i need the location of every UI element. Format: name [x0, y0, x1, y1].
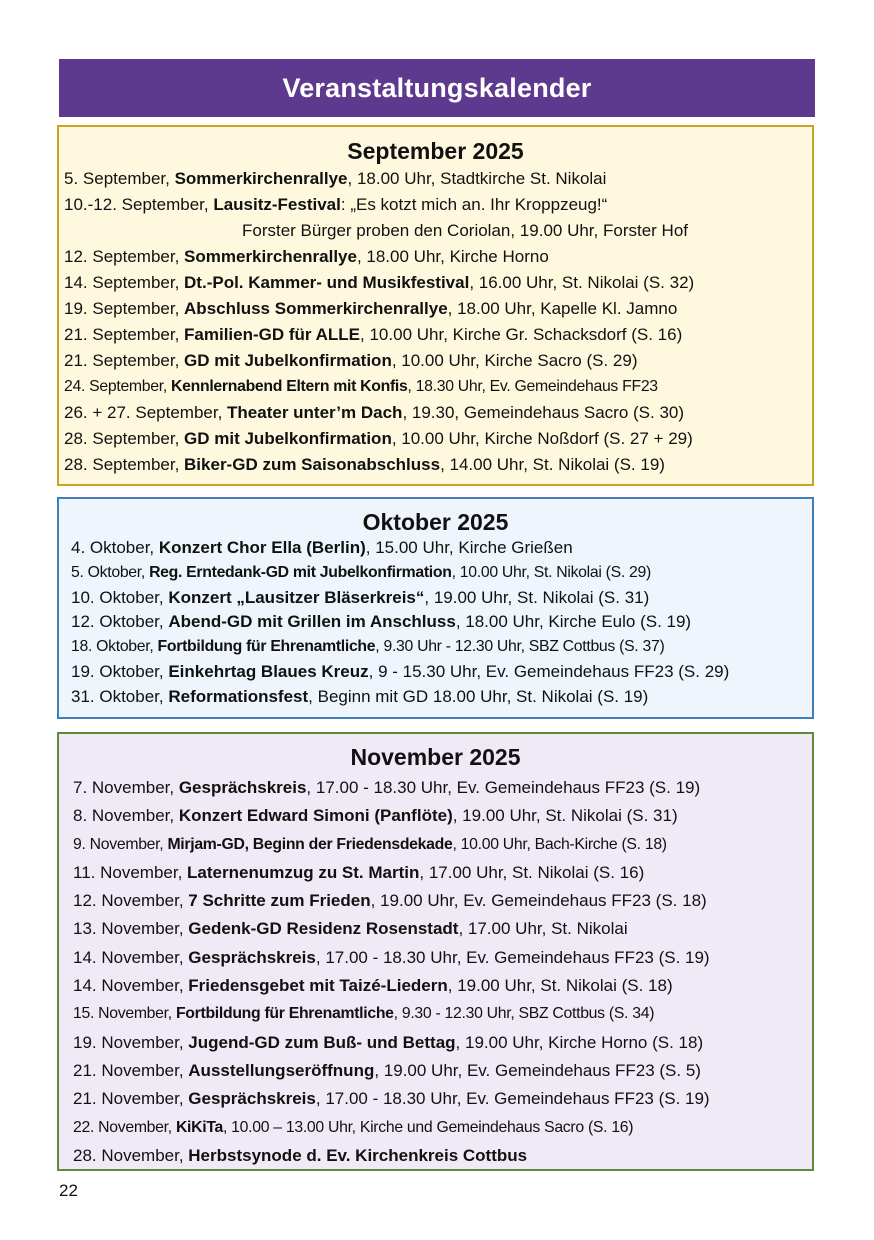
event-date: 19. September, [64, 299, 185, 318]
event-item [71, 610, 812, 635]
event-item [73, 887, 812, 915]
event-date: 15. November, [73, 1005, 176, 1023]
event-name: GD mit Jubelkonfirmation [184, 351, 392, 370]
event-details: , 10.00 – 13.00 Uhr, Kirche und Gemeindehaus Sacro (S. 16) [223, 1118, 634, 1136]
event-item [73, 1142, 812, 1170]
event-name: Fortbildung für Ehrenamtliche [157, 638, 376, 656]
event-name: Abend-GD mit Grillen im Anschluss [168, 612, 456, 632]
event-name: Friedensgebet mit Taizé-Liedern [188, 976, 448, 996]
event-name: Gedenk-GD Residenz Rosenstadt [188, 919, 459, 939]
event-details: Forster Bürger proben den Coriolan, 19.00 Uhr, Forster Hof [242, 221, 688, 240]
event-item [64, 374, 812, 400]
event-details: , 10.00 Uhr, Kirche Sacro (S. 29) [391, 351, 638, 370]
event-details: , 18.00 Uhr, Stadtkirche St. Nikolai [347, 169, 607, 188]
event-details: , 19.30, Gemeindehaus Sacro (S. 30) [402, 403, 685, 422]
event-item [73, 972, 812, 1000]
event-date: 21. November, [73, 1089, 189, 1109]
event-item [64, 244, 812, 270]
event-name: GD mit Jubelkonfirmation [184, 429, 392, 448]
event-details: , 18.00 Uhr, Kirche Eulo (S. 19) [455, 612, 692, 632]
event-details: , 18.00 Uhr, Kapelle Kl. Jamno [447, 299, 678, 318]
event-item [64, 296, 812, 322]
event-name: Fortbildung für Ehrenamtliche [175, 1005, 394, 1023]
event-item [71, 660, 812, 685]
event-name: Einkehrtag Blaues Kreuz [168, 661, 369, 681]
event-item [73, 774, 812, 802]
event-date: 18. Oktober, [71, 638, 158, 656]
event-name: Biker-GD zum Saisonabschluss [184, 455, 441, 474]
section-oktober [57, 497, 814, 719]
event-name: Gesprächskreis [188, 947, 316, 967]
event-name: Theater unter’m Dach [227, 403, 403, 422]
event-name: Jugend-GD zum Buß- und Bettag [188, 1032, 456, 1052]
event-name: Gesprächskreis [188, 1089, 316, 1109]
event-date: 4. Oktober, [71, 538, 159, 557]
event-details: , 17.00 - 18.30 Uhr, Ev. Gemeindehaus FF23 (S. 19) [306, 778, 701, 797]
event-details: , 14.00 Uhr, St. Nikolai (S. 19) [440, 455, 665, 474]
event-details: , 18.00 Uhr, Kirche Horno [356, 247, 549, 266]
event-details: , 17.00 Uhr, St. Nikolai [458, 919, 628, 939]
event-item [73, 1057, 812, 1085]
event-details: , Beginn mit GD 18.00 Uhr, St. Nikolai (S. 19) [308, 686, 649, 706]
event-item [73, 802, 812, 830]
section-september [57, 125, 814, 486]
event-date: 21. September, [64, 351, 185, 370]
event-name: Konzert „Lausitzer Bläserkreis“ [168, 587, 425, 607]
event-details: , 17.00 Uhr, St. Nikolai (S. 16) [419, 862, 645, 882]
event-item [73, 1000, 812, 1028]
event-item [73, 1085, 812, 1113]
event-name: 7 Schritte zum Frieden [188, 891, 371, 911]
event-name: Sommerkirchenrallye [174, 169, 348, 188]
event-item [71, 685, 812, 710]
event-item [64, 192, 812, 218]
event-date: 31. Oktober, [71, 686, 169, 706]
event-date: 19. Oktober, [71, 661, 169, 681]
event-date: 5. Oktober, [71, 563, 150, 581]
section-heading: November 2025 [350, 744, 521, 770]
event-name: Konzert Edward Simoni (Panflöte) [178, 806, 453, 826]
event-date: 26. + 27. September, [64, 403, 228, 422]
event-date: 7. November, [73, 778, 179, 797]
event-name: KiKiTa [175, 1118, 223, 1136]
event-date: 12. September, [64, 247, 185, 266]
event-date: 12. Oktober, [71, 612, 169, 632]
event-continuation [64, 218, 812, 244]
event-item [73, 915, 812, 943]
event-date: 14. November, [73, 947, 189, 967]
event-name: Mirjam-GD, Beginn der Friedensdekade [167, 835, 453, 853]
event-list [59, 166, 812, 478]
event-name: Reformationsfest [168, 686, 309, 706]
event-item [64, 348, 812, 374]
event-name: Dt.-Pol. Kammer- und Musikfestival [184, 273, 470, 292]
event-date: 10.-12. September, [64, 195, 214, 214]
event-details: , 9.30 Uhr - 12.30 Uhr, SBZ Cottbus (S. 37) [375, 638, 665, 656]
event-details: , 16.00 Uhr, St. Nikolai (S. 32) [469, 273, 695, 292]
event-details: , 10.00 Uhr, St. Nikolai (S. 29) [451, 563, 651, 581]
event-name: Laternenumzug zu St. Martin [187, 862, 420, 882]
event-date: 14. November, [73, 976, 189, 996]
page-title: Veranstaltungskalender [59, 59, 815, 117]
event-name: Gesprächskreis [178, 778, 307, 797]
event-date: 28. September, [64, 429, 185, 448]
section-heading: September 2025 [347, 138, 524, 164]
event-item [71, 561, 812, 586]
event-date: 13. November, [73, 919, 189, 939]
event-item [73, 1029, 812, 1057]
event-name: Familien-GD für ALLE [184, 325, 361, 344]
event-details: , 10.00 Uhr, Bach-Kirche (S. 18) [452, 835, 667, 853]
event-item [64, 166, 812, 192]
event-date: 22. November, [73, 1118, 176, 1136]
event-name: Sommerkirchenrallye [184, 247, 357, 266]
event-item [71, 536, 812, 561]
event-item [73, 859, 812, 887]
event-item [64, 400, 812, 426]
event-details: , 15.00 Uhr, Kirche Grießen [365, 538, 573, 557]
event-details: , 10.00 Uhr, Kirche Gr. Schacksdorf (S. 16) [360, 325, 683, 344]
event-date: 28. November, [73, 1145, 189, 1165]
event-date: 11. November, [73, 862, 188, 882]
event-date: 28. September, [64, 455, 185, 474]
event-details: , 19.00 Uhr, St. Nikolai (S. 31) [424, 587, 650, 607]
event-item [64, 452, 812, 478]
section-november [57, 732, 814, 1171]
event-details: , 9.30 - 12.30 Uhr, SBZ Cottbus (S. 34) [393, 1005, 655, 1023]
event-name: Konzert Chor Ella (Berlin) [158, 538, 366, 557]
event-item [64, 270, 812, 296]
event-item [64, 322, 812, 348]
event-name: Ausstellungseröffnung [188, 1060, 375, 1080]
event-details: , 19.00 Uhr, St. Nikolai (S. 18) [447, 976, 673, 996]
event-item [73, 1114, 812, 1142]
event-date: 8. November, [73, 806, 179, 826]
event-date: 5. September, [64, 169, 175, 188]
event-details: : „Es kotzt mich an. Ihr Kroppzeug!“ [340, 195, 608, 214]
event-name: Abschluss Sommerkirchenrallye [184, 299, 448, 318]
event-item [73, 831, 812, 859]
event-date: 19. November, [73, 1032, 189, 1052]
page-number: 22 [59, 1181, 78, 1200]
event-details: , 17.00 - 18.30 Uhr, Ev. Gemeindehaus FF23 (S. 19) [315, 1089, 710, 1109]
event-date: 9. November, [73, 835, 168, 853]
section-heading: Oktober 2025 [362, 509, 509, 535]
event-details: , 19.00 Uhr, St. Nikolai (S. 31) [452, 806, 678, 826]
event-name: Kennlernabend Eltern mit Konfis [171, 378, 408, 395]
event-date: 24. September, [64, 378, 172, 395]
event-date: 12. November, [73, 891, 189, 911]
event-details: , 19.00 Uhr, Ev. Gemeindehaus FF23 (S. 5) [374, 1060, 701, 1080]
event-name: Reg. Erntedank-GD mit Jubelkonfirmation [149, 563, 452, 581]
event-details: , 19.00 Uhr, Kirche Horno (S. 18) [455, 1032, 704, 1052]
event-details: , 9 - 15.30 Uhr, Ev. Gemeindehaus FF23 (S. 29) [368, 661, 730, 681]
event-item [73, 944, 812, 972]
event-date: 10. Oktober, [71, 587, 169, 607]
event-name: Herbstsynode d. Ev. Kirchenkreis Cottbus [188, 1145, 528, 1165]
event-list [59, 536, 812, 710]
event-list [59, 774, 812, 1170]
event-details: , 18.30 Uhr, Ev. Gemeindehaus FF23 [407, 378, 658, 395]
event-name: Lausitz-Festival [213, 195, 341, 214]
event-date: 21. November, [73, 1060, 189, 1080]
event-details: , 17.00 - 18.30 Uhr, Ev. Gemeindehaus FF23 (S. 19) [315, 947, 710, 967]
event-date: 21. September, [64, 325, 185, 344]
event-details: , 10.00 Uhr, Kirche Noßdorf (S. 27 + 29) [391, 429, 693, 448]
event-item [71, 586, 812, 611]
event-date: 14. September, [64, 273, 185, 292]
event-item [64, 426, 812, 452]
event-item [71, 635, 812, 660]
event-details: , 19.00 Uhr, Ev. Gemeindehaus FF23 (S. 18) [370, 891, 707, 911]
